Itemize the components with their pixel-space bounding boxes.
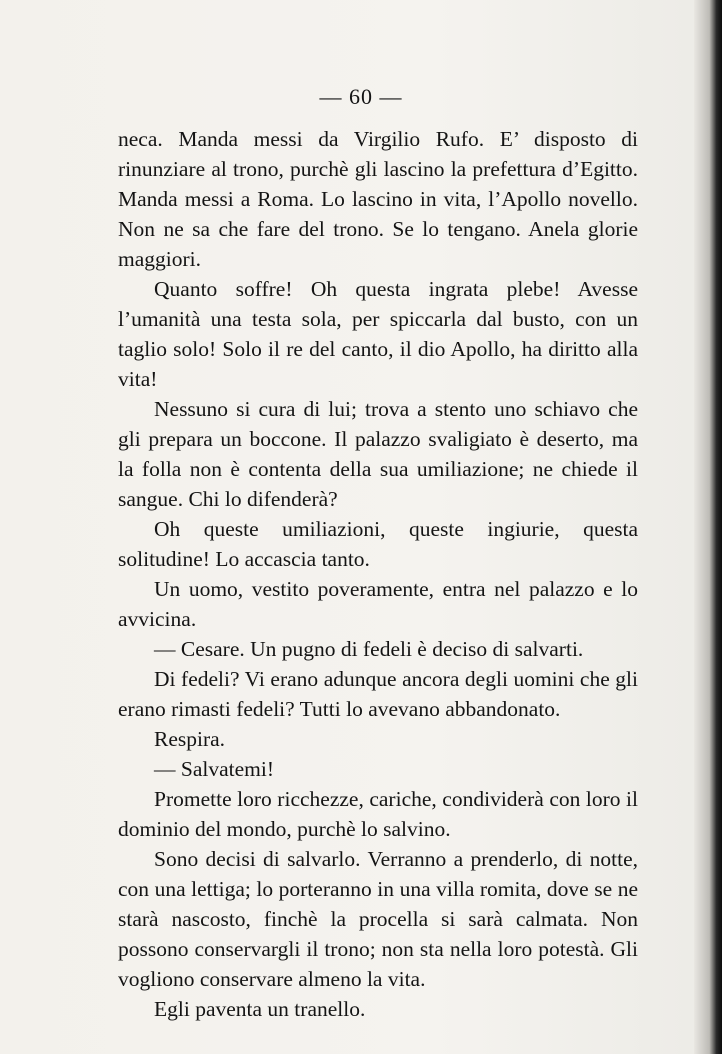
paragraph: Quanto soffre! Oh questa ingrata plebe! Avesse l’umanità una testa sola, per spiccarla dal busto, con un taglio solo! Solo il re del canto, il dio Apollo, ha diritto alla vita!	[118, 277, 638, 391]
page-number: — 60 —	[319, 84, 403, 109]
paragraph: Egli paventa un tranello.	[154, 997, 366, 1021]
paragraph: — Cesare. Un pugno di fedeli è deciso di salvarti.	[154, 637, 584, 661]
body-text	[118, 124, 638, 1024]
paragraph: — Salvatemi!	[154, 757, 275, 781]
paragraph: Sono decisi di salvarlo. Verranno a prenderlo, di notte, con una lettiga; lo porteranno in una villa romita, dove se ne starà nascosto, finchè la procella si sarà calmata. Non possono conservargli il trono; non sta nella loro potestà. Gli vogliono conservare almeno la vita.	[118, 847, 638, 991]
paragraph: Un uomo, vestito poveramente, entra nel palazzo e lo avvicina.	[118, 577, 638, 631]
paragraph: Promette loro ricchezze, cariche, condividerà con loro il dominio del mondo, purchè lo salvino.	[118, 787, 638, 841]
paragraph: Di fedeli? Vi erano adunque ancora degli uomini che gli erano rimasti fedeli? Tutti lo avevano abbandonato.	[118, 667, 638, 721]
paragraph: Nessuno si cura di lui; trova a stento uno schiavo che gli prepara un boccone. Il palazzo svaligiato è deserto, ma la folla non è contenta della sua umiliazione; ne chiede il sangue. Chi lo difenderà?	[118, 397, 638, 511]
paragraph: Respira.	[154, 727, 226, 751]
paragraph: neca. Manda messi da Virgilio Rufo. E’ disposto di rinunziare al trono, purchè gli lascino la prefettura d’Egitto. Manda messi a Roma. Lo lascino in vita, l’Apollo novello. Non ne sa che fare del trono. Se lo tengano. Anela glorie maggiori.	[118, 127, 638, 271]
book-spine-shadow	[694, 0, 722, 1054]
paragraph: Oh queste umiliazioni, queste ingiurie, questa solitudine! Lo accascia tanto.	[118, 517, 638, 571]
